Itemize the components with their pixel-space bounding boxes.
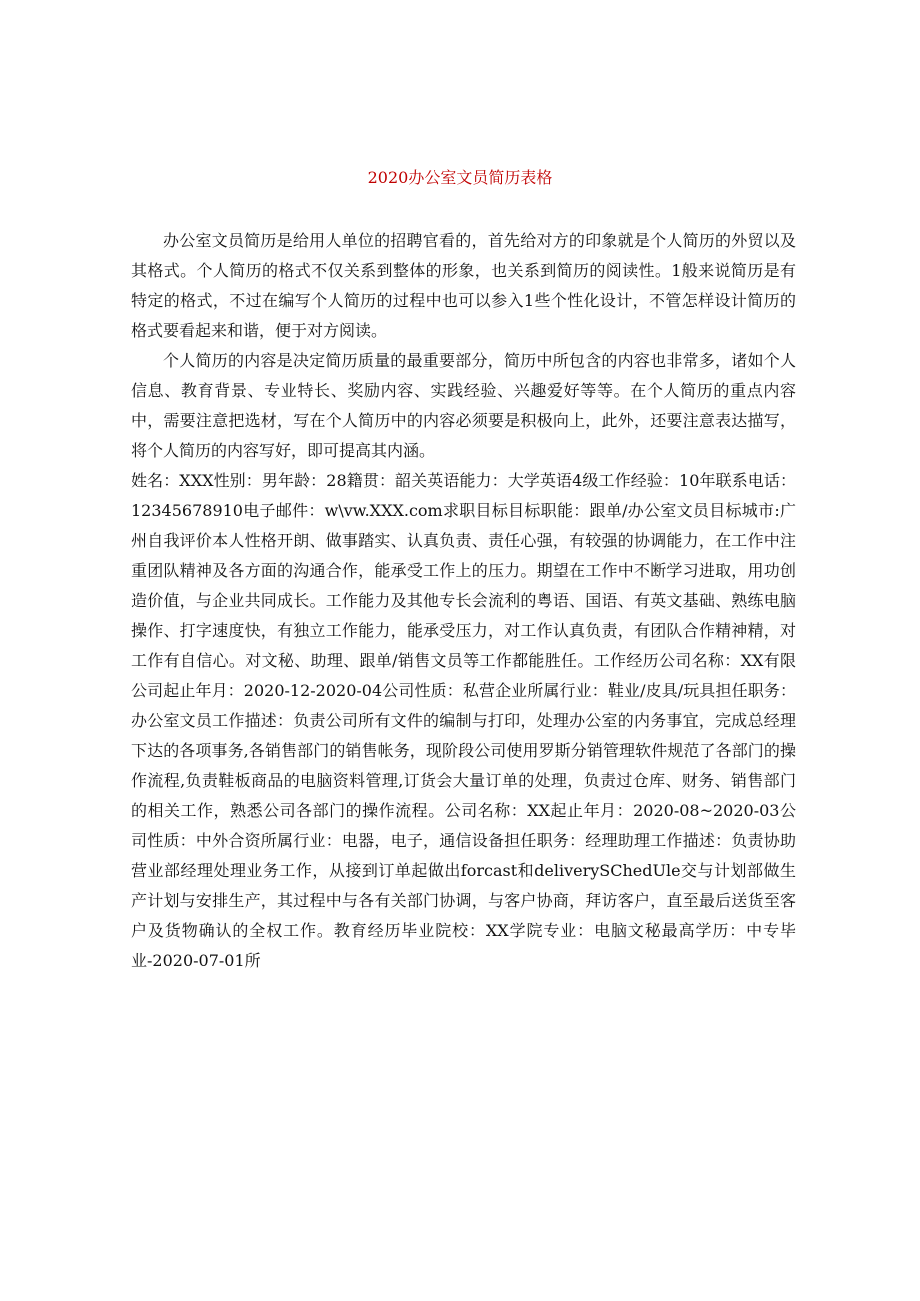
resume-details-paragraph: 姓名：XXX性别：男年龄：28籍贯：韶关英语能力：大学英语4级工作经验：10年联系电话：12345678910电子邮件：w\vw.XXX.com求职目标目标职能：跟单/办公室文员目标城市:广州自我评价本人性格开朗、做事踏实、认真负责、责任心强，有较强的协调能力，在工作中注重团队精神及各方面的沟通合作，能承受工作上的压力。期望在工作中不断学习进取，用功创造价值，与企业共同成长。工作能力及其他专长会流利的粤语、国语、有英文基础、熟练电脑操作、打字速度快，有独立工作能力，能承受压力，对工作认真负责，有团队合作精神精，对工作有自信心。对文秘、助理、跟单/销售文员等工作都能胜任。工作经历公司名称：XX有限公司起止年月：2020-12-2020-04公司性质：私营企业所属行业：鞋业/皮具/玩具担任职务：办公室文员工作描述：负责公司所有文件的编制与打印，处理办公室的内务事宜，完成总经理下达的各项事务,各销售部门的销售帐务，现阶段公司使用罗斯分销管理软件规范了各部门的操作流程,负责鞋板商品的电脑资料管理,订货会大量订单的处理，负责过仓库、财务、销售部门的相关工作，熟悉公司各部门的操作流程。公司名称：XX起止年月：2020-08~2020-03公司性质：中外合资所属行业：电器，电子，通信设备担任职务：经理助理工作描述：负责协助营业部经理处理业务工作，从接到订单起做出forcast和deliverySChedUle交与计划部做生产计划与安排生产，其过程中与各有关部门协调，与客户协商，拜访客户，直至最后送货至客户及货物确认的全权工作。教育经历毕业院校：XX学院专业：电脑文秘最高学历：中专毕业-2020-07-01所	[131, 471, 796, 970]
document-body	[131, 226, 796, 976]
document-title: 2020办公室文员简历表格	[367, 168, 553, 187]
content-paragraph: 个人简历的内容是决定简历质量的最重要部分，简历中所包含的内容也非常多，诸如个人信息、教育背景、专业特长、奖励内容、实践经验、兴趣爱好等等。在个人简历的重点内容中，需要注意把选材，写在个人简历中的内容必须要是积极向上，此外，还要注意表达描写，将个人简历的内容写好，即可提高其内涵。	[131, 351, 796, 460]
intro-paragraph: 办公室文员简历是给用人单位的招聘官看的，首先给对方的印象就是个人简历的外贸以及其格式。个人简历的格式不仅关系到整体的形象，也关系到简历的阅读性。1般来说简历是有特定的格式，不过在编写个人简历的过程中也可以参入1些个性化设计，不管怎样设计简历的格式要看起来和谐，便于对方阅读。	[131, 231, 796, 340]
